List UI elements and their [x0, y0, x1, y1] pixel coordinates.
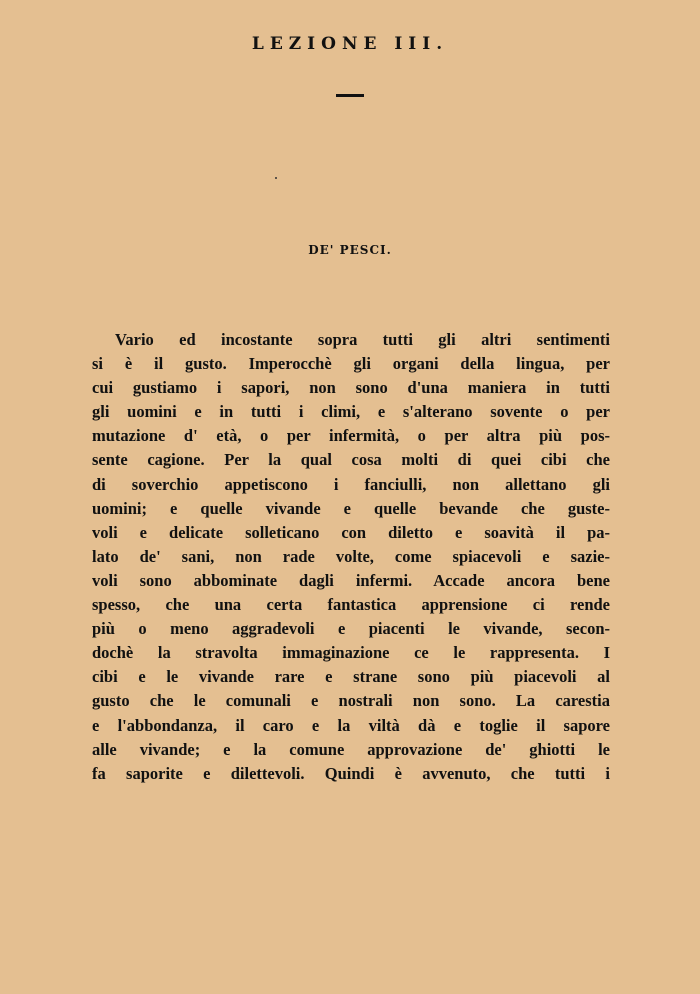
- text-line: alle vivande; e la comune approvazione de' ghiotti le: [92, 739, 610, 759]
- text-line: gusto che le comunali e nostrali non sono. La carestia: [92, 691, 610, 711]
- text-line: fa saporite e dilettevoli. Quindi è avvenuto, che tutti i: [92, 763, 610, 783]
- text-line: cui gustiamo i sapori, non sono d'una maniera in tutti: [92, 378, 610, 398]
- text-line: si è il gusto. Imperocchè gli organi della lingua, per: [92, 354, 610, 374]
- text-line: cibi e le vivande rare e strane sono più piacevoli al: [92, 667, 610, 687]
- text-line: dochè la stravolta immaginazione ce le rappresenta. I: [92, 643, 610, 663]
- heading-rule: [336, 94, 364, 97]
- paper-speck: [275, 177, 277, 179]
- body-paragraph: [92, 328, 610, 786]
- text-line: e l'abbondanza, il caro e la viltà dà e toglie il sapore: [92, 715, 610, 735]
- text-line: uomini; e quelle vivande e quelle bevande che guste-: [92, 498, 610, 518]
- text-line: gli uomini e in tutti i climi, e s'alterano sovente o per: [92, 402, 610, 422]
- text-line: sente cagione. Per la qual cosa molti di quei cibi che: [92, 450, 610, 470]
- text-line: voli e delicate solleticano con diletto e soavità il pa-: [92, 522, 610, 542]
- text-line: voli sono abbominate dagli infermi. Accade ancora bene: [92, 570, 610, 590]
- text-line: più o meno aggradevoli e piacenti le vivande, secon-: [92, 619, 610, 639]
- text-line: mutazione d' età, o per infermità, o per altra più pos-: [92, 426, 610, 446]
- section-title: DE' PESCI.: [308, 243, 392, 257]
- text-line: di soverchio appetiscono i fanciulli, non allettano gli: [92, 474, 610, 494]
- text-line: spesso, che una certa fantastica apprensione ci rende: [92, 595, 610, 615]
- chapter-heading: LEZIONE III.: [251, 34, 449, 54]
- text-line: lato de' sani, non rade volte, come spiacevoli e sazie-: [92, 546, 610, 566]
- text-line: Vario ed incostante sopra tutti gli altri sentimenti: [115, 330, 610, 349]
